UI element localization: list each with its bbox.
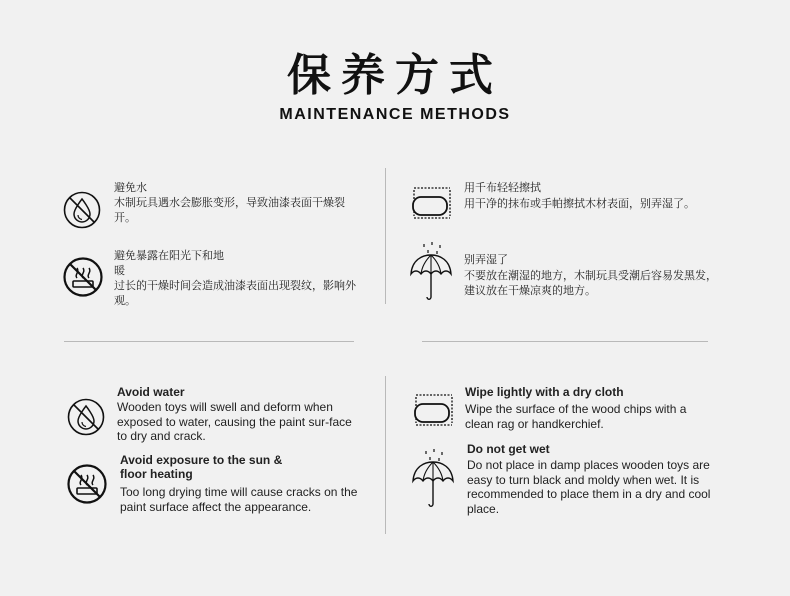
en-right-1-body: Wipe the surface of the wood chips with a clean rag or handkerchief.: [465, 402, 687, 431]
no-heat-icon: [62, 256, 104, 298]
en-left-1-head: Avoid water: [117, 385, 185, 399]
no-water-icon: [66, 397, 106, 437]
divider-vertical-top: [385, 168, 386, 304]
cn-left-1-head: 避免水: [114, 181, 147, 194]
divider-horizontal-left: [64, 341, 354, 342]
cn-right-2-head: 别弄湿了: [464, 253, 508, 266]
umbrella-icon: [410, 449, 456, 509]
page-title-en: MAINTENANCE METHODS: [279, 106, 511, 123]
cn-left-2-body: 过长的干燥时间会造成油漆表面出现裂纹，影响外观。: [114, 279, 356, 307]
en-left-1-body: Wooden toys will swell and deform when exposed to water, causing the paint sur-face to dry and crack.: [117, 400, 352, 443]
en-left-2-body: Too long drying time will cause cracks on the paint surface affect the appearance.: [120, 485, 358, 514]
cn-right-1-head: 用千布轻轻擦拭: [464, 181, 541, 194]
divider-vertical-bottom: [385, 376, 386, 534]
en-right-2-body: Do not place in damp places wooden toys are easy to turn black and moldy when wet. It is recommended to place them in a dry and cool place.: [467, 458, 711, 516]
cn-right-2-body: 不要放在潮湿的地方，木制玩具受潮后容易发黑发，建议放在干燥凉爽的地方。: [464, 269, 717, 297]
no-heat-icon: [66, 463, 108, 505]
umbrella-icon: [408, 242, 454, 302]
cn-left-1-body: 木制玩具遇水会膨胀变形，导致油漆表面干燥裂开。: [114, 196, 345, 224]
cn-right-1-body: 用干净的抹布或手帕擦拭木材表面，别弄湿了。: [464, 197, 695, 210]
cloth-icon: [412, 391, 456, 429]
en-left-2-head: Avoid exposure to the sun & floor heating: [120, 453, 283, 481]
en-right-2-head: Do not get wet: [467, 442, 550, 456]
no-water-icon: [62, 190, 102, 230]
page-title-cn: 保养方式: [287, 50, 503, 101]
cn-left-2-head: 避免暴露在阳光下和地暖: [114, 249, 224, 277]
en-right-1-head: Wipe lightly with a dry cloth: [465, 385, 624, 399]
cloth-icon: [410, 184, 454, 222]
divider-horizontal-right: [422, 341, 708, 342]
